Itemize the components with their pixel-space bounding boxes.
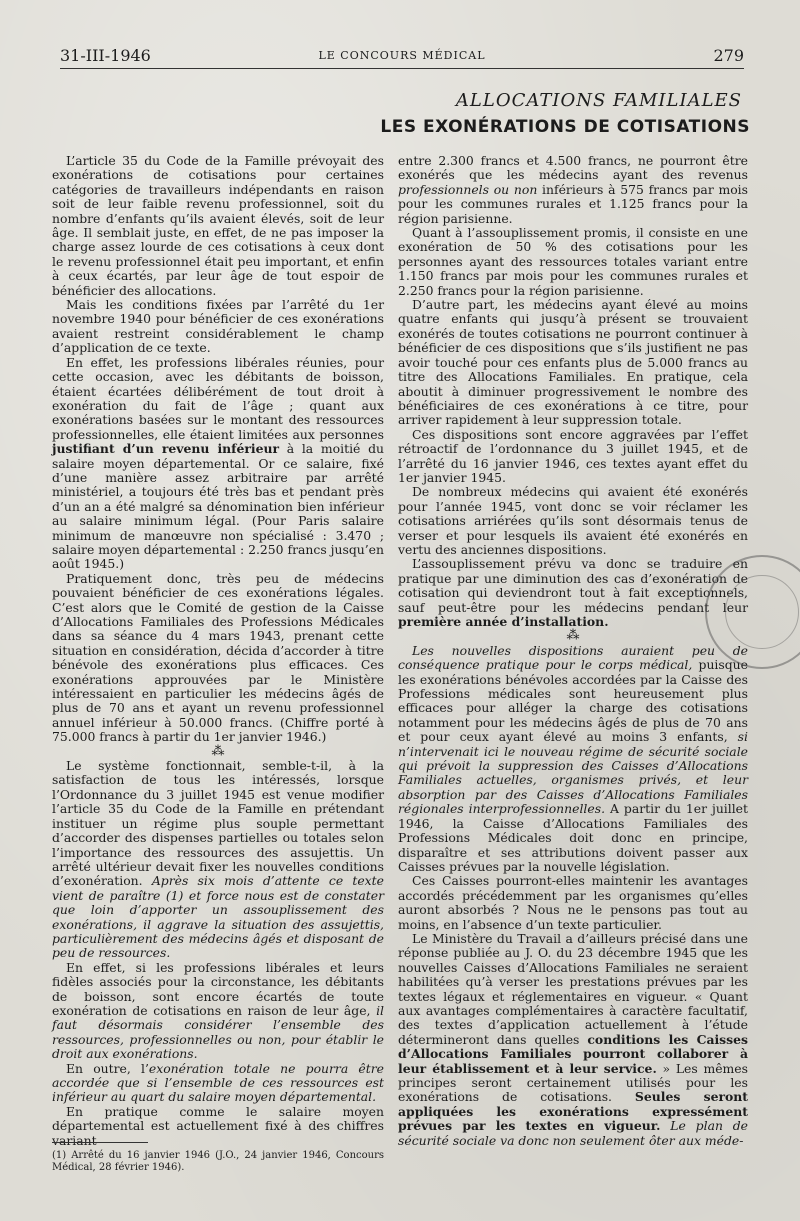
paragraph: Les nouvelles dispositions auraient peu de conséquence pratique pour le corps médical, puisque les exonérations bénévoles accordées par la Caisse des Professions médicales sont heureusement plus efficaces pour alléger la charge des cotisations notamment pour les médecins âgés de plus de 70 ans et pour ceux ayant élevé au moins 3 enfants, si n’intervenait ici le nouveau régime de sécurité sociale qui prévoit la suppression des Caisses d’Allocations Familiales actuelles, organismes privés, et leur absorption par des Caisses d’Allocations Familiales régionales interprofessionnelles. A partir du 1er juillet 1946, la Caisse d’Allocations Familiales des Professions Médicales doit donc en principe, disparaître et ses attributions doivent passer aux Caisses prévues par la nouvelle législation. bbox=[398, 642, 748, 874]
paragraph: En effet, si les professions libérales et leurs fidèles associés pour la circonstance, les débitants de boisson, sont encore écartés de toute exonération de cotisations en raison de leur âge, il faut désormais considérer l’ensemble des ressources, professionnelles ou non, pour établir le droit aux exonérations. bbox=[52, 959, 384, 1062]
section-title: ALLOCATIONS FAMILIALES bbox=[455, 90, 742, 111]
paragraph: En pratique comme le salaire moyen départemental est actuellement fixé à des chiffres variant bbox=[52, 1103, 384, 1148]
footnote: (1) Arrêté du 16 janvier 1946 (J.O., 24 janvier 1946, Concours Médical, 28 février 1946). bbox=[52, 1150, 384, 1173]
asterism: ⁂ bbox=[566, 628, 580, 644]
footnote-rule bbox=[52, 1142, 148, 1143]
paragraph: Le système fonctionnait, semble-t-il, à la satisfaction de tous les intéressés, lorsque l’Ordonnance du 3 juillet 1945 est venue modifier l’article 35 du Code de la Famille en prétendant instituer un régime plus souple permettant d’accorder des dispenses partielles ou totales selon l’importance des ressources des assujettis. Un arrêté ultérieur devait fixer les nouvelles conditions d’exonération. Après six mois d’attente ce texte vient de paraître (1) et force nous est de constater que loin d’apporter un assouplissement des exonérations, il aggrave la situation des assujettis, particulièrement des médecins âgés et disposant de peu de ressources. bbox=[52, 758, 384, 961]
paragraph: Ces dispositions sont encore aggravées par l’effet rétroactif de l’ordonnance du 3 juillet 1945, et de l’arrêté du 16 janvier 1946, ces textes ayant effet du 1er janvier 1945. bbox=[398, 426, 748, 485]
paragraph: Ces Caisses pourront-elles maintenir les avantages accordés précédemment par les organismes qu’elles auront absorbés ? Nous ne le pensons pas tout au moins, en l’absence d’un texte particulier. bbox=[398, 873, 748, 932]
asterism: ⁂ bbox=[211, 743, 225, 759]
running-head bbox=[60, 44, 744, 69]
paragraph: Quant à l’assouplissement promis, il consiste en une exonération de 50 % des cotisations pour les personnes ayant des ressources totales variant entre 1.150 francs par mois pour les communes rurales et 2.250 francs pour la région parisienne. bbox=[398, 225, 748, 298]
journal-name: LE CONCOURS MÉDICAL bbox=[318, 49, 486, 62]
paragraph: entre 2.300 francs et 4.500 francs, ne pourront être exonérés que les médecins ayant des revenus professionnels ou non inférieurs à 575 francs par mois pour les communes rurales et 1.125 francs pour la région parisienne. bbox=[398, 153, 748, 226]
page-number: 279 bbox=[713, 46, 744, 65]
article-title: LES EXONÉRATIONS DE COTISATIONS bbox=[380, 117, 750, 137]
library-stamp-inner-ring bbox=[725, 575, 799, 649]
paragraph: En effet, les professions libérales réunies, pour cette occasion, avec les débitants de boisson, étaient écartées délibérément de tout droit à exonération du fait de l’âge ; quant aux exonérations basées sur le montant des ressources professionnelles, elle étaient limitées aux personnes justifiant d’un revenu inférieur à la moitié du salaire moyen départemental. Or ce salaire, fixé d’une manière assez arbitraire par arrêté ministériel, a toujours été très bas et pendant près d’un an a été malgré sa dénomination bien inférieur au salaire minimum légal. (Pour Paris salaire minimum de manœuvre non spécialisé : 3.470 ; salaire moyen départemental : 2.250 francs jusqu’en août 1945.) bbox=[52, 354, 384, 572]
paragraph: Pratiquement donc, très peu de médecins pouvaient bénéficier de ces exonérations légales. C’est alors que le Comité de gestion de la Caisse d’Allocations Familiales des Professions Médicales dans sa séance du 4 mars 1943, prenant cette situation en considération, décida d’accorder à titre bénévole des exonérations plus efficaces. Ces exonérations approuvées par le Ministère intéressaient en particulier les médecins âgés de plus de 70 ans et ayant un revenu professionnel annuel inférieur à 50.000 francs. (Chiffre porté à 75.000 francs à partir du 1er janvier 1946.) bbox=[52, 570, 384, 745]
paragraph: De nombreux médecins qui avaient été exonérés pour l’année 1945, vont donc se voir réclamer les cotisations arriérées qu’ils sont désormais tenus de verser et pour lesquels ils avaient été exonérés en vertu des anciennes dispositions. bbox=[398, 484, 748, 557]
paragraph: D’autre part, les médecins ayant élevé au moins quatre enfants qui jusqu’à présent se trouvaient exonérés de toutes cotisations ne pourront continuer à bénéficier de ces dispositions que s’ils justifient ne pas avoir touché pour ces enfants plus de 5.000 francs au titre des Allocations Familiales. En pratique, cela aboutit à diminuer progressivement le nombre des bénéficiaires de ces exonérations à ce titre, pour arriver rapidement à leur suppression totale. bbox=[398, 297, 748, 428]
right-column bbox=[398, 154, 748, 1148]
paragraph: Le Ministère du Travail a d’ailleurs précisé dans une réponse publiée au J. O. du 23 décembre 1945 que les nouvelles Caisses d’Allocations Familiales ne seraient habilitées qu’à verser les prestations prévues par les textes légaux et réglementaires en vigueur. « Quant aux avantages complémentaires à caractère facultatif, des textes d’application actuellement à l’étude détermineront dans quelles conditions les Caisses d’Allocations Familiales pourront collaborer à leur établissement et à leur service. » Les mêmes principes seront certainement utilisés pour les exonérations de cotisations. Seules seront appliquées les exonérations expressément prévues par les textes en vigueur. Le plan de sécurité sociale va donc non seulement ôter aux méde- bbox=[398, 930, 749, 1148]
paragraph: L’article 35 du Code de la Famille prévoyait des exonérations de cotisations pour certaines catégories de travailleurs indépendants en raison soit de leur faible revenu professionnel, soit du nombre d’enfants qu’ils avaient élevés, soit de leur âge. Il semblait juste, en effet, de ne pas imposer la charge assez lourde de ces cotisations à ceux dont le revenu professionnel était peu important, et enfin à ceux écartés, par leur âge de tout espoir de bénéficier des allocations. bbox=[52, 153, 384, 298]
issue-date: 31-III-1946 bbox=[60, 46, 151, 65]
paragraph: En outre, l’exonération totale ne pourra être accordée que si l’ensemble de ces ressources est inférieur au quart du salaire moyen départemental. bbox=[52, 1060, 384, 1105]
paragraph: Mais les conditions fixées par l’arrêté du 1er novembre 1940 pour bénéficier de ces exonérations avaient restreint considérablement le champ d’application de ce texte. bbox=[52, 297, 384, 356]
left-column bbox=[52, 154, 384, 1148]
paragraph: L’assouplissement prévu va donc se traduire en pratique par une diminution des cas d’exonération de cotisation qui deviendront tout à fait exceptionnels, sauf peut-être pour les médecins pendant leur première année d’installation. bbox=[398, 556, 748, 629]
